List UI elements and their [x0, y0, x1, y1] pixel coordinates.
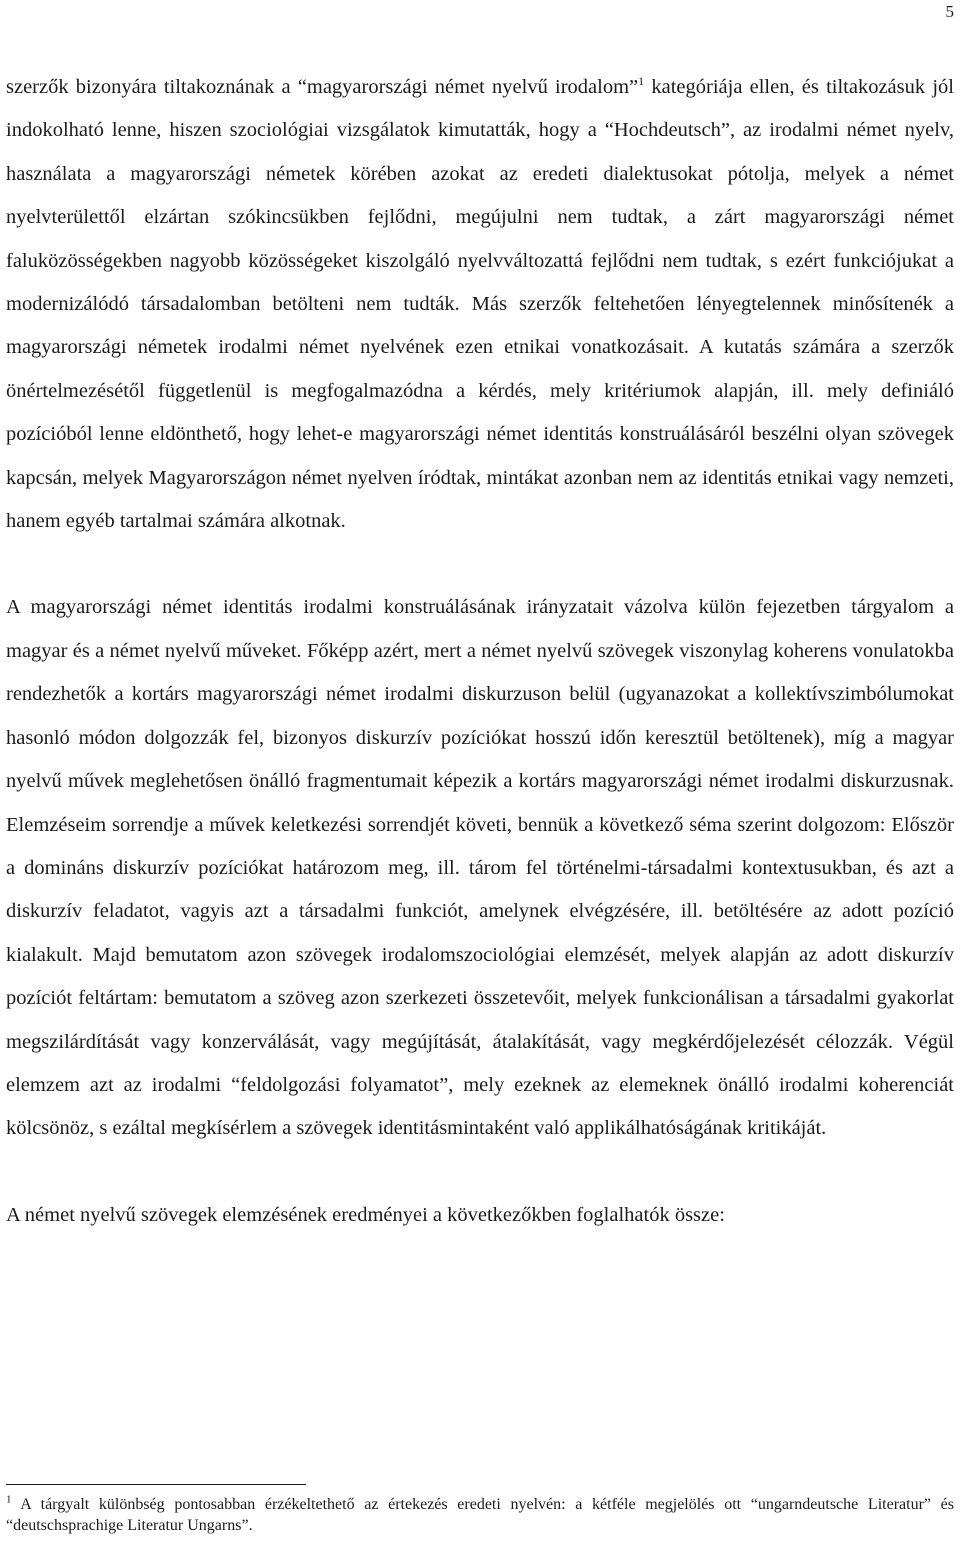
paragraph-3-text: A német nyelvű szövegek elemzésének eredményei a következőkben foglalhatók össze:: [6, 1203, 725, 1226]
paragraph-2-text: A magyarországi német identitás irodalmi konstruálásának irányzatait vázolva külön fejezetben tárgyalom a magyar és a német nyelvű műveket. Főképp azért, mert a német nyelvű szövegek viszonylag koherens vonulatokba rendezhetők a kortárs magyarországi német irodalmi diskurzuson belül (ugyanazokat a kollektívszimbólumokat hasonló módon dolgozzák fel, bizonyos diskurzív pozíciókat hosszú időn keresztül betöltenek), míg a magyar nyelvű művek meglehetősen önálló fragmentumait képezik a kortárs magyarországi német irodalmi diskurzusnak. Elemzéseim sorrendje a művek keletkezési sorrendjét követi, bennük a következő séma szerint dolgozom: Először a domináns diskurzív pozíciókat határozom meg, ill. tárom fel történelmi-társadalmi kontextusukban, és azt a diskurzív feladatot, vagyis azt a társadalmi funkciót, amelynek elvégzésére, ill. betöltésére az adott pozíció kialakult. Majd bemutatom azon szövegek irodalomszociológiai elemzését, melyek alapján az adott diskurzív pozíciót feltártam: bemutatom a szöveg azon szerkezeti összetevőit, melyek funkcionálisan a társadalmi gyakorlat megszilárdítását vagy konzerválását, vagy megújítását, átalakítását, vagy megkérdőjelezését célozzák. Végül elemzem azt az irodalmi “feldolgozási folyamatot”, mely ezeknek az elemeknek önálló irodalmi koherenciát kölcsönöz, s ezáltal megkísérlem a szövegek identitásmintaként való applikálhatóságának kritikáját.: [6, 596, 954, 1140]
footnote-marker: 1: [6, 1493, 12, 1506]
page-number: 5: [945, 2, 954, 21]
paragraph-1-text-a: szerzők bizonyára tiltakoznának a “magyarországi német nyelvű irodalom”: [6, 76, 639, 98]
footnote-reference: 1: [638, 74, 645, 89]
footnote: [6, 1494, 954, 1536]
paragraph-3: [6, 1194, 954, 1237]
paragraph-1: [6, 66, 954, 543]
body-text: [6, 66, 954, 1237]
paragraph-1-text-b: kategóriája ellen, és tiltakozásuk jól indokolható lenne, hiszen szociológiai vizsgálatok kimutatták, hogy a “Hochdeutsch”, az irodalmi német nyelv, használata a magyarországi németek körében azokat az eredeti dialektusokat pótolja, melyek a német nyelvterülettől elzártan szókincsükben fejlődni, megújulni nem tudtak, a zárt magyarországi német faluközösségekben nagyobb közösségeket kiszolgáló nyelvváltozattá fejlődni nem tudtak, s ezért funkciójukat a modernizálódó társadalomban betölteni nem tudták. Más szerzők feltehetően lényegtelennek minősítenék a magyarországi németek irodalmi német nyelvének ezen etnikai vonatkozásait. A kutatás számára a szerzők önértelmezésétől függetlenül is megfogalmazódna a kérdés, mely kritériumok alapján, ill. mely definiáló pozícióból lenne eldönthető, hogy lehet-e magyarországi német identitás konstruálásáról beszélni olyan szövegek kapcsán, melyek Magyarországon német nyelven íródtak, mintákat azonban nem az identitás etnikai vagy nemzeti, hanem egyéb tartalmai számára alkotnak.: [6, 76, 954, 533]
footnote-text: A tárgyalt különbség pontosabban érzékeltethető az értekezés eredeti nyelvén: a kétféle megjelölés ott “ungarndeutsche Literatur” és “deutschsprachige Literatur Ungarns”.: [6, 1496, 954, 1534]
paragraph-2: [6, 586, 954, 1150]
footnote-separator: [6, 1484, 306, 1485]
